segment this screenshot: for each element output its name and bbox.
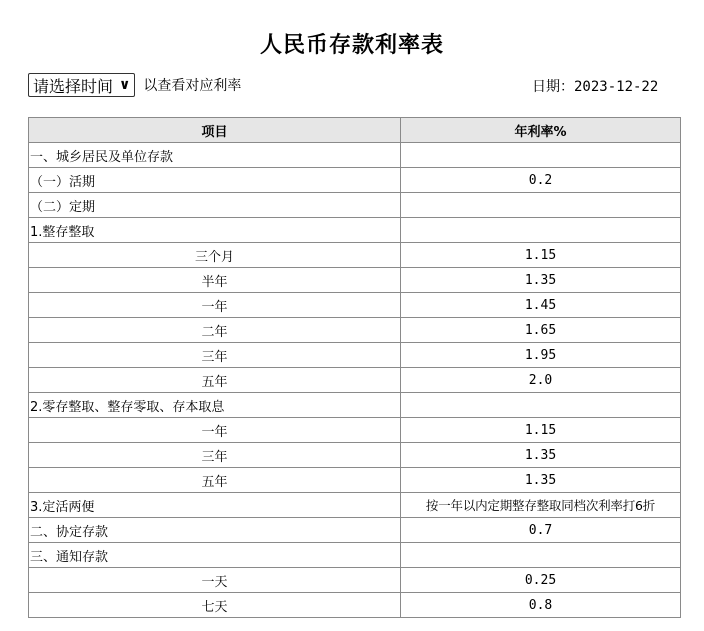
row-rate: 0.7 xyxy=(401,518,681,543)
table-row xyxy=(29,568,681,593)
row-rate: 0.25 xyxy=(401,568,681,593)
table-row xyxy=(29,318,681,343)
row-item: 一、城乡居民及单位存款 xyxy=(29,143,401,168)
row-rate xyxy=(401,543,681,568)
time-filter xyxy=(28,72,241,98)
row-item: 三年 xyxy=(29,443,401,468)
row-rate: 1.15 xyxy=(401,418,681,443)
row-rate: 1.35 xyxy=(401,468,681,493)
row-item: 一年 xyxy=(29,418,401,443)
row-item: 三、通知存款 xyxy=(29,543,401,568)
column-header-item: 项目 xyxy=(29,118,401,143)
row-rate: 按一年以内定期整存整取同档次利率打6折 xyxy=(401,493,681,518)
row-item: （一）活期 xyxy=(29,168,401,193)
row-item: 五年 xyxy=(29,468,401,493)
row-rate: 1.35 xyxy=(401,268,681,293)
table-row xyxy=(29,468,681,493)
row-item: 1.整存整取 xyxy=(29,218,401,243)
row-item: 七天 xyxy=(29,593,401,618)
row-item: 三年 xyxy=(29,343,401,368)
table-row xyxy=(29,593,681,618)
page-title: 人民币存款利率表 xyxy=(259,32,444,58)
row-rate: 0.2 xyxy=(401,168,681,193)
row-item: 半年 xyxy=(29,268,401,293)
row-rate xyxy=(401,393,681,418)
row-rate: 2.0 xyxy=(401,368,681,393)
table-row xyxy=(29,518,681,543)
date-label: 日期：2023-12-22 xyxy=(532,79,659,95)
row-item: 一年 xyxy=(29,293,401,318)
row-rate xyxy=(401,218,681,243)
rate-table xyxy=(28,117,681,618)
table-row xyxy=(29,143,681,168)
row-rate xyxy=(401,143,681,168)
table-row xyxy=(29,168,681,193)
row-item: 二、协定存款 xyxy=(29,518,401,543)
table-row xyxy=(29,268,681,293)
chevron-down-icon: ∨ xyxy=(119,77,131,93)
row-rate xyxy=(401,193,681,218)
table-row xyxy=(29,343,681,368)
table-row xyxy=(29,243,681,268)
row-rate: 1.15 xyxy=(401,243,681,268)
table-row xyxy=(29,368,681,393)
row-item: 五年 xyxy=(29,368,401,393)
row-item: 一天 xyxy=(29,568,401,593)
row-rate: 1.95 xyxy=(401,343,681,368)
time-select[interactable] xyxy=(28,73,135,97)
table-row xyxy=(29,193,681,218)
table-header-row xyxy=(29,118,681,143)
row-item: （二）定期 xyxy=(29,193,401,218)
row-rate: 1.65 xyxy=(401,318,681,343)
table-row xyxy=(29,493,681,518)
column-header-rate: 年利率% xyxy=(401,118,681,143)
row-rate: 0.8 xyxy=(401,593,681,618)
table-row xyxy=(29,543,681,568)
table-row xyxy=(29,218,681,243)
table-row xyxy=(29,443,681,468)
row-rate: 1.45 xyxy=(401,293,681,318)
table-row xyxy=(29,393,681,418)
table-row xyxy=(29,418,681,443)
table-row xyxy=(29,293,681,318)
time-select-value: 请选择时间 xyxy=(33,76,114,96)
rate-table-body xyxy=(29,143,681,618)
row-item: 三个月 xyxy=(29,243,401,268)
row-rate: 1.35 xyxy=(401,443,681,468)
row-item: 3.定活两便 xyxy=(29,493,401,518)
row-item: 二年 xyxy=(29,318,401,343)
row-item: 2.零存整取、整存零取、存本取息 xyxy=(29,393,401,418)
select-hint: 以查看对应利率 xyxy=(143,78,242,94)
